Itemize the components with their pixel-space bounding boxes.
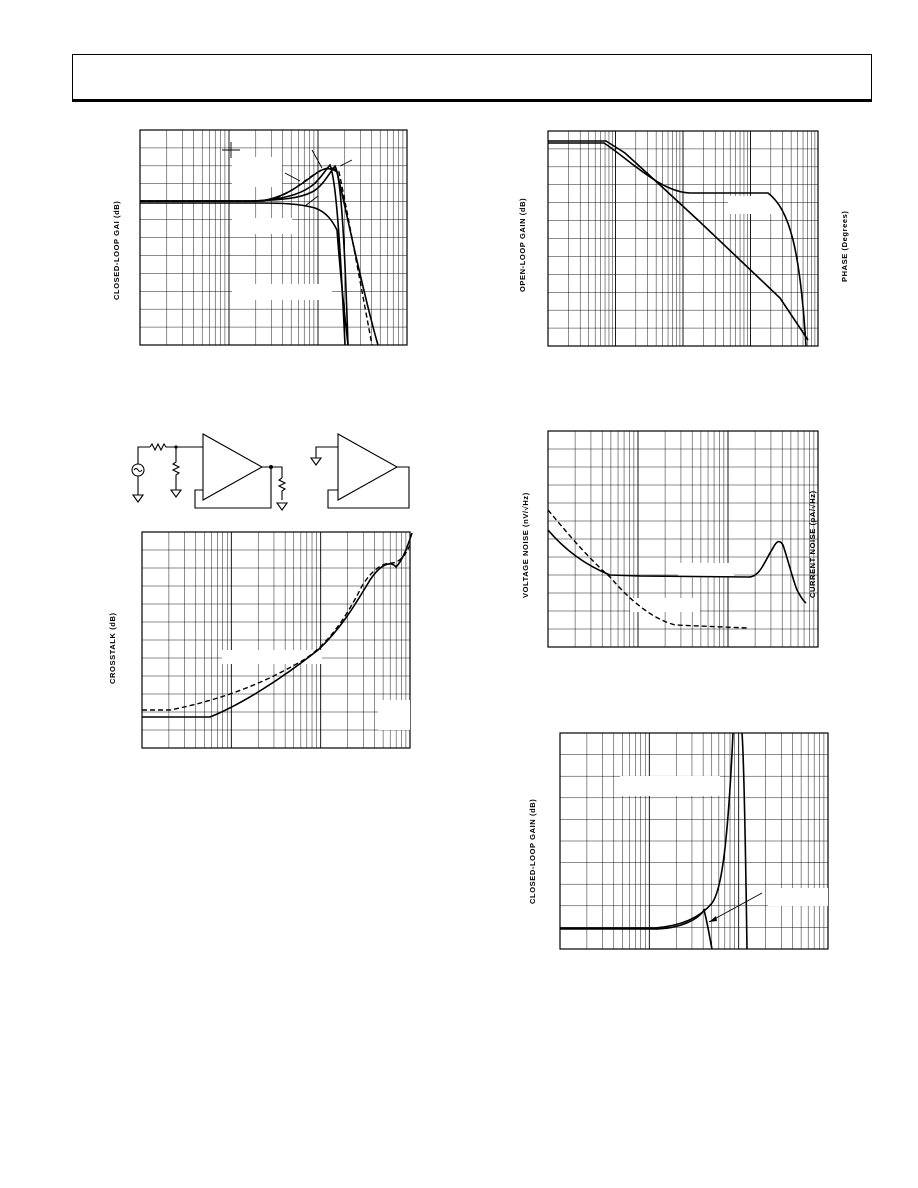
y-axis-label-closed-loop-gain-b: CLOSED-LOOP GAIN (dB) xyxy=(528,798,537,904)
arrowhead-icon xyxy=(709,916,717,922)
annotation-arrow xyxy=(312,150,322,168)
resistor-icon xyxy=(150,444,176,450)
sine-wave-icon xyxy=(134,469,142,472)
y-axis-label-crosstalk: CROSSTALK (dB) xyxy=(108,612,117,684)
legend-box xyxy=(232,284,332,300)
annotation-arrow xyxy=(340,160,352,166)
noise-chart xyxy=(548,431,818,647)
feedback-wire xyxy=(195,467,271,508)
legend-box xyxy=(620,776,720,796)
feedback-wire xyxy=(328,467,409,508)
annotation-arrow xyxy=(305,196,318,206)
op-amp-icon xyxy=(203,434,262,500)
legend-box xyxy=(768,888,828,906)
open-loop-gain-phase-chart xyxy=(548,131,818,346)
closed-loop-gain-chart-b xyxy=(560,733,828,949)
resistor-icon xyxy=(173,447,179,490)
series-line xyxy=(140,169,378,345)
series-line xyxy=(548,530,806,603)
legend-box xyxy=(728,196,778,214)
y-axis-label-open-loop-gain: OPEN-LOOP GAIN (dB) xyxy=(518,197,527,292)
series-line xyxy=(142,545,410,710)
series-line xyxy=(560,910,712,949)
crosstalk-test-schematic xyxy=(132,434,409,510)
annotation-arrow xyxy=(285,173,300,181)
series-line xyxy=(142,533,412,717)
op-amp-icon xyxy=(338,434,397,500)
legend-box xyxy=(232,157,282,187)
ground-icon xyxy=(277,503,287,510)
y-axis-label-current-noise: CURRENT NOISE (pA/√Hz) xyxy=(808,490,817,598)
legend-box xyxy=(630,598,700,612)
phase-line xyxy=(548,143,806,346)
legend-box xyxy=(222,650,322,664)
y-axis-label-phase: PHASE (Degrees) xyxy=(840,210,849,282)
ground-icon xyxy=(133,495,143,502)
y-axis-label-closed-loop-gain-a: CLOSED-LOOP GAI (dB) xyxy=(112,200,121,300)
ground-icon xyxy=(171,490,181,497)
wire xyxy=(316,447,338,458)
series-line xyxy=(140,165,345,345)
legend-box xyxy=(678,563,734,577)
annotation-arrow xyxy=(709,893,762,922)
ground-icon xyxy=(311,458,321,465)
legend-box xyxy=(232,218,292,234)
crosstalk-chart xyxy=(142,532,412,748)
y-axis-label-voltage-noise: VOLTAGE NOISE (nV/√Hz) xyxy=(521,492,530,598)
wire xyxy=(138,447,150,464)
series-line xyxy=(560,733,733,928)
resistor-icon xyxy=(279,478,285,500)
closed-loop-gain-chart-a xyxy=(140,130,407,345)
legend-box xyxy=(378,700,410,730)
